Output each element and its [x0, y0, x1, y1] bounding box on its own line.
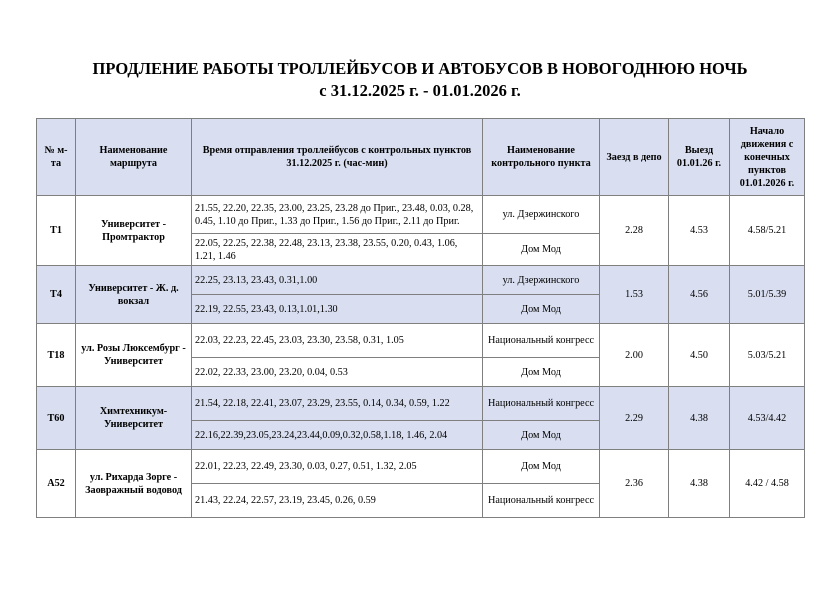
route-number: Т1	[37, 196, 76, 266]
header-depot-arrival: Заезд в депо	[600, 119, 669, 196]
table-row	[37, 387, 805, 421]
route-number: Т60	[37, 387, 76, 450]
exit-time: 4.38	[669, 387, 730, 450]
table-row	[37, 266, 805, 295]
title-line-1: ПРОДЛЕНИЕ РАБОТЫ ТРОЛЛЕЙБУСОВ И АВТОБУСОВ В НОВОГОДНЮЮ НОЧЬ	[92, 59, 748, 78]
departure-times: 22.05, 22.25, 22.38, 22.48, 23.13, 23.38, 23.55, 0.20, 0.43, 1.06, 1.21, 1.46	[192, 234, 483, 266]
table-row	[37, 450, 805, 484]
table-row	[37, 324, 805, 358]
control-point: Дом Мод	[483, 234, 600, 266]
exit-time: 4.53	[669, 196, 730, 266]
start-time: 5.01/5.39	[730, 266, 805, 324]
route-number: А52	[37, 450, 76, 518]
departure-times: 22.16,22.39,23.05,23.24,23.44,0.09,0.32,0.58,1.18, 1.46, 2.04	[192, 421, 483, 450]
route-name: ул. Розы Люксембург - Университет	[76, 324, 192, 387]
header-route-name: Наименование маршрута	[76, 119, 192, 196]
control-point: Дом Мод	[483, 295, 600, 324]
route-number: Т4	[37, 266, 76, 324]
header-row	[37, 119, 805, 196]
control-point: ул. Дзержинского	[483, 266, 600, 295]
control-point: Дом Мод	[483, 358, 600, 387]
depot-arrival: 2.28	[600, 196, 669, 266]
control-point: Национальный конгресс	[483, 484, 600, 518]
departure-times: 21.55, 22.20, 22.35, 23.00, 23.25, 23.28 до Приг., 23.48, 0.03, 0.28, 0.45, 1.10 до Приг., 1.33 до Приг., 1.56 до Приг., 2.11 до Приг.	[192, 196, 483, 234]
route-name: ул. Рихарда Зорге - Заовражный водовод	[76, 450, 192, 518]
departure-times: 21.54, 22.18, 22.41, 23.07, 23.29, 23.55, 0.14, 0.34, 0.59, 1.22	[192, 387, 483, 421]
title-line-2: с 31.12.2025 г. - 01.01.2026 г.	[319, 81, 521, 100]
control-point: Дом Мод	[483, 450, 600, 484]
table-row	[37, 196, 805, 234]
control-point: Национальный конгресс	[483, 387, 600, 421]
depot-arrival: 1.53	[600, 266, 669, 324]
exit-time: 4.56	[669, 266, 730, 324]
start-time: 4.58/5.21	[730, 196, 805, 266]
header-exit: Выезд 01.01.26 г.	[669, 119, 730, 196]
departure-times: 22.02, 22.33, 23.00, 23.20, 0.04, 0.53	[192, 358, 483, 387]
start-time: 5.03/5.21	[730, 324, 805, 387]
exit-time: 4.38	[669, 450, 730, 518]
exit-time: 4.50	[669, 324, 730, 387]
start-time: 4.53/4.42	[730, 387, 805, 450]
start-time: 4.42 / 4.58	[730, 450, 805, 518]
departure-times: 22.19, 22.55, 23.43, 0.13,1.01,1.30	[192, 295, 483, 324]
departure-times: 22.01, 22.23, 22.49, 23.30, 0.03, 0.27, 0.51, 1.32, 2.05	[192, 450, 483, 484]
control-point: Национальный конгресс	[483, 324, 600, 358]
page-title	[0, 58, 840, 102]
departure-times: 21.43, 22.24, 22.57, 23.19, 23.45, 0.26, 0.59	[192, 484, 483, 518]
schedule-table	[36, 118, 805, 518]
control-point: ул. Дзержинского	[483, 196, 600, 234]
header-start: Начало движения с конечных пунктов 01.01.2026 г.	[730, 119, 805, 196]
depot-arrival: 2.36	[600, 450, 669, 518]
header-departure-times: Время отправления троллейбусов с контрольных пунктов 31.12.2025 г. (час-мин)	[192, 119, 483, 196]
header-route-number: № м-та	[37, 119, 76, 196]
route-name: Химтехникум- Университет	[76, 387, 192, 450]
route-name: Университет - Ж. д. вокзал	[76, 266, 192, 324]
header-control-point: Наименование контрольного пункта	[483, 119, 600, 196]
depot-arrival: 2.29	[600, 387, 669, 450]
depot-arrival: 2.00	[600, 324, 669, 387]
departure-times: 22.03, 22.23, 22.45, 23.03, 23.30, 23.58, 0.31, 1.05	[192, 324, 483, 358]
route-number: Т18	[37, 324, 76, 387]
control-point: Дом Мод	[483, 421, 600, 450]
departure-times: 22.25, 23.13, 23.43, 0.31,1.00	[192, 266, 483, 295]
route-name: Университет - Промтрактор	[76, 196, 192, 266]
